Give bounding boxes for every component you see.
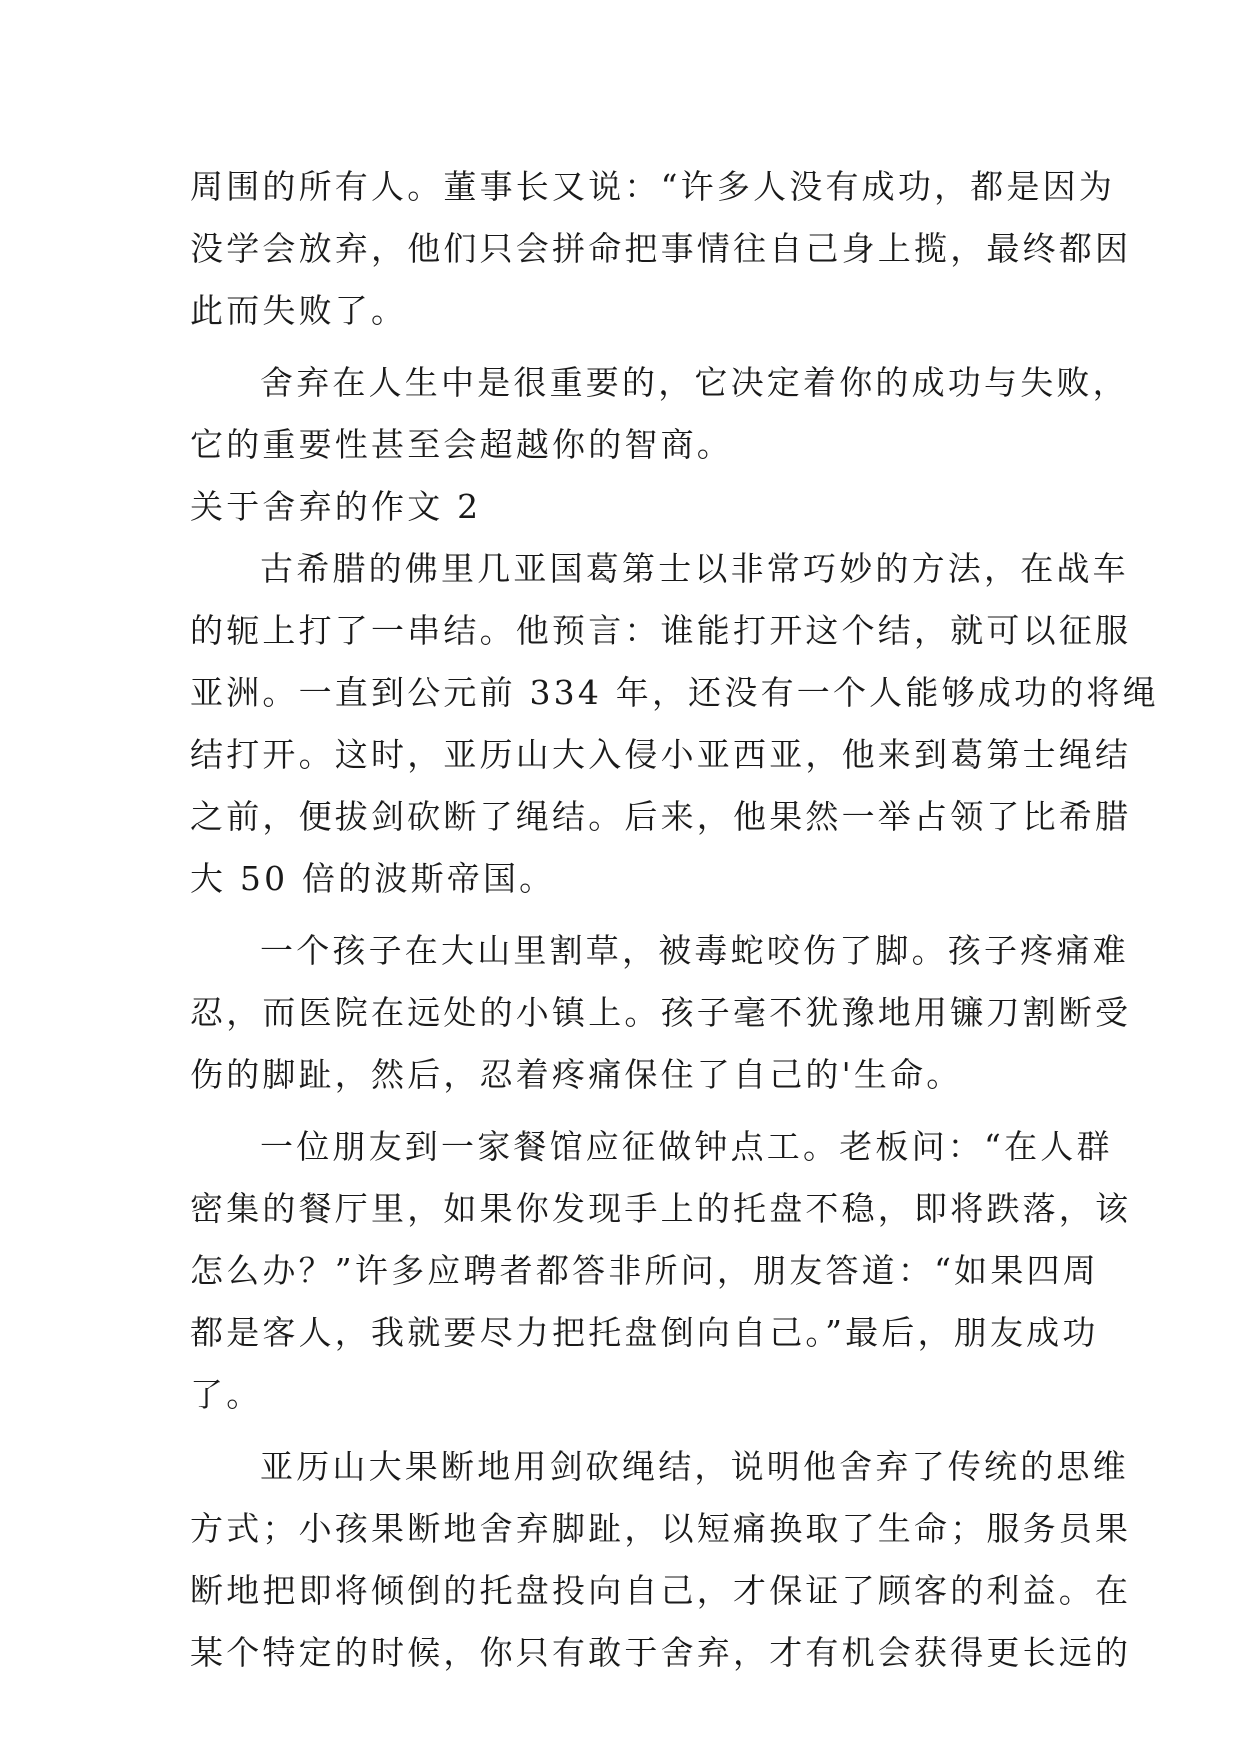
paragraph-line: 断地把即将倾倒的托盘投向自己，才保证了顾客的利益。在: [190, 1571, 1132, 1610]
paragraph-3: [190, 538, 1159, 910]
paragraph-line: 大 50 倍的波斯帝国。: [190, 859, 556, 898]
paragraph-line: 它的重要性甚至会超越你的智商。: [190, 425, 733, 464]
paragraph-line: 亚历山大果断地用剑砍绳结，说明他舍弃了传统的思维: [260, 1447, 1129, 1486]
paragraph-4: [190, 920, 1132, 1106]
paragraph-line: 没学会放弃，他们只会拼命把事情往自己身上揽，最终都因: [190, 229, 1132, 268]
paragraph-line: 舍弃在人生中是很重要的，它决定着你的成功与失败，: [260, 363, 1129, 402]
paragraph-line: 怎么办？”许多应聘者都答非所问，朋友答道：“如果四周: [190, 1251, 1099, 1290]
paragraph-line: 之前，便拔剑砍断了绳结。后来，他果然一举占领了比希腊: [190, 797, 1132, 836]
paragraph-line: 伤的脚趾，然后，忍着疼痛保住了自己的'生命。: [190, 1055, 963, 1094]
paragraph-line: 密集的餐厅里，如果你发现手上的托盘不稳，即将跌落，该: [190, 1189, 1132, 1228]
paragraph-1: [190, 156, 1132, 342]
paragraph-line: 古希腊的佛里几亚国葛第士以非常巧妙的方法，在战车: [260, 549, 1129, 588]
paragraph-line: 亚洲。一直到公元前 334 年，还没有一个人能够成功的将绳: [190, 673, 1159, 712]
paragraph-5: [190, 1116, 1132, 1426]
section-heading: 关于舍弃的作文 2: [190, 487, 482, 526]
paragraph-line: 某个特定的时候，你只有敢于舍弃，才有机会获得更长远的: [190, 1633, 1132, 1672]
paragraph-line: 了。: [190, 1375, 263, 1414]
paragraph-line: 一位朋友到一家餐馆应征做钟点工。老板问：“在人群: [260, 1127, 1113, 1166]
document-body: [190, 156, 1159, 1684]
paragraph-line: 结打开。这时，亚历山大入侵小亚西亚，他来到葛第士绳结: [190, 735, 1132, 774]
paragraph-line: 都是客人，我就要尽力把托盘倒向自己。”最后，朋友成功: [190, 1313, 1099, 1352]
paragraph-line: 此而失败了。: [190, 291, 408, 330]
paragraph-line: 一个孩子在大山里割草，被毒蛇咬伤了脚。孩子疼痛难: [260, 931, 1129, 970]
paragraph-line: 的轭上打了一串结。他预言：谁能打开这个结，就可以征服: [190, 611, 1132, 650]
paragraph-line: 忍，而医院在远处的小镇上。孩子毫不犹豫地用镰刀割断受: [190, 993, 1132, 1032]
paragraph-6: [190, 1436, 1132, 1684]
paragraph-line: 方式；小孩果断地舍弃脚趾，以短痛换取了生命；服务员果: [190, 1509, 1132, 1548]
paragraph-2: [190, 352, 1129, 476]
paragraph-line: 周围的所有人。董事长又说：“许多人没有成功，都是因为: [190, 167, 1116, 206]
